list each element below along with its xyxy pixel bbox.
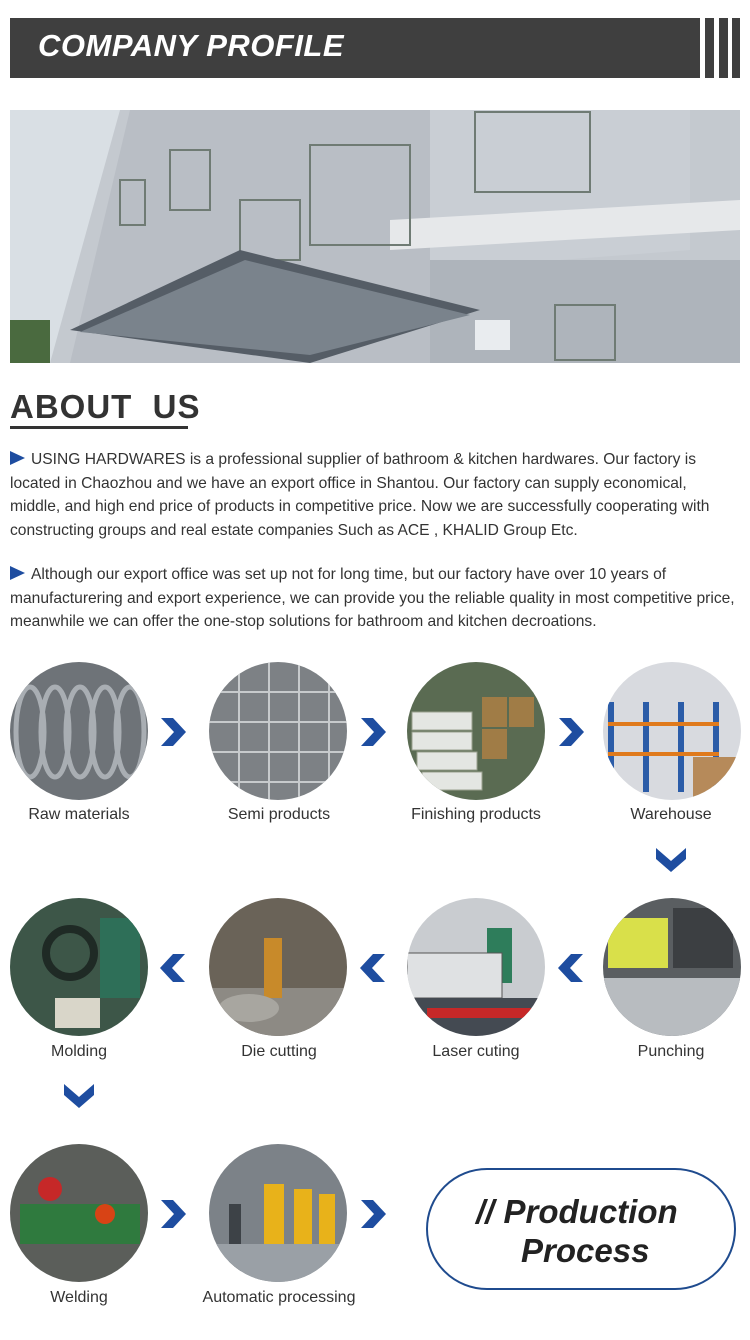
chevron-left-icon — [358, 952, 388, 984]
punching-photo — [603, 898, 741, 1036]
triangle-bullet-icon — [10, 451, 25, 465]
step-caption: Laser cuting — [432, 1043, 520, 1060]
warehouse-photo — [603, 662, 741, 800]
chevron-right-icon — [358, 1198, 388, 1230]
step-caption: Welding — [50, 1289, 108, 1306]
step-caption: Finishing products — [411, 806, 541, 823]
chevron-down-icon — [654, 846, 688, 874]
welding-photo — [10, 1144, 148, 1282]
step-caption: Molding — [50, 1043, 108, 1060]
chevron-left-icon — [158, 952, 188, 984]
chevron-right-icon — [158, 716, 188, 748]
about-us-title: ABOUT US — [10, 388, 201, 425]
header-stripe — [719, 18, 728, 78]
chevron-right-icon — [358, 716, 388, 748]
chevron-down-icon — [62, 1082, 96, 1110]
chevron-left-icon — [556, 952, 586, 984]
production-process-badge — [426, 1168, 736, 1290]
step-caption: Automatic processing — [202, 1289, 356, 1306]
company-profile-header — [10, 18, 700, 78]
triangle-bullet-icon — [10, 566, 25, 580]
header-title: COMPANY PROFILE — [38, 28, 345, 63]
badge-line-1: // Production — [476, 1193, 678, 1230]
step-caption: Raw materials — [28, 806, 130, 823]
step-caption: Semi products — [227, 806, 331, 823]
laser-cutting-photo — [407, 898, 545, 1036]
about-underline — [10, 426, 188, 429]
molding-photo — [10, 898, 148, 1036]
step-caption: Warehouse — [630, 806, 712, 823]
about-paragraph-1: USING HARDWARES is a professional supplier of bathroom & kitchen hardwares. Our factory is located in Chaozhou and we have an export office in Shantou. Our factory can supply economical, middle, and high end price of products in competitive price. Now we are successfully cooperating with constructing groups and real estate companies Such as ACE , KHALID Group Etc. — [10, 451, 710, 539]
about-paragraph-2: Although our export office was set up not for long time, but our factory have over 10 years of manufacturering and export experience, we can provide you the reliable quality in most competitive price, meanwhile we can offer the one-stop solutions for bathroom and kitchen decroations. — [10, 566, 735, 630]
step-caption: Die cutting — [241, 1043, 317, 1060]
automatic-processing-photo — [209, 1144, 347, 1282]
factory-building-photo — [10, 110, 740, 363]
die-cutting-photo — [209, 898, 347, 1036]
finishing-products-photo — [407, 662, 545, 800]
header-stripe — [732, 18, 740, 78]
semi-products-photo — [209, 662, 347, 800]
chevron-right-icon — [158, 1198, 188, 1230]
badge-line-2: Process — [521, 1232, 650, 1269]
chevron-right-icon — [556, 716, 586, 748]
step-caption: Punching — [637, 1043, 705, 1060]
raw-materials-photo — [10, 662, 148, 800]
header-stripe — [705, 18, 714, 78]
